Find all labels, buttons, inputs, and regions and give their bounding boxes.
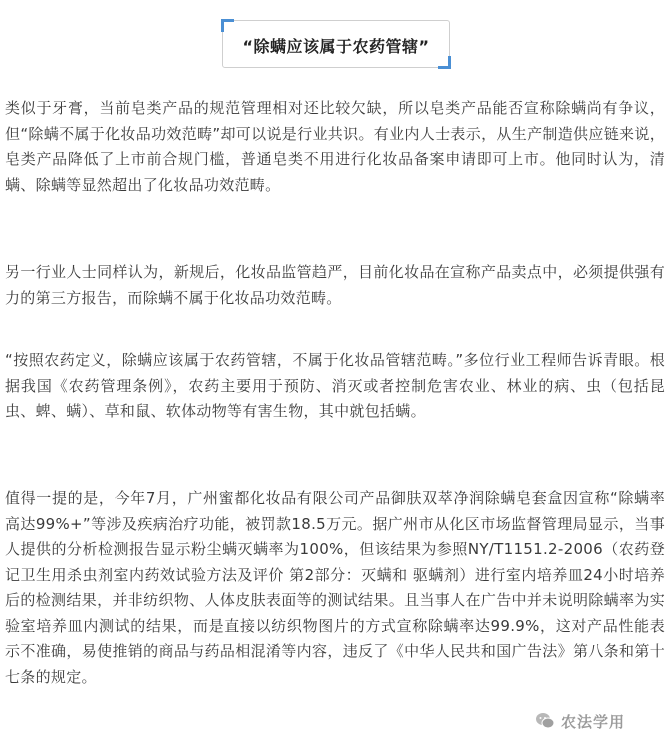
watermark [535, 709, 625, 733]
article-paragraph-3: “按照农药定义，除螨应该属于农药管辖，不属于化妆品管辖范畴。”多位行业工程师告诉青眼。根据我国《农药管理条例》，农药主要用于预防、消灭或者控制危害农业、林业的病、虫（包括昆虫、蜱、螨）、草和鼠、软体动物等有害生物，其中就包括螨。 [5, 351, 665, 420]
article-paragraph-1: 类似于牙膏，当前皂类产品的规范管理相对还比较欠缺，所以皂类产品能否宣称除螨尚有争议，但“除螨不属于化妆品功效范畴”却可以说是行业共识。有业内人士表示，从生产制造供应链来说，皂类产品降低了上市前合规门槛，普通皂类不用进行化妆品备案申请即可上市。他同时认为，清螨、除螨等显然超出了化妆品功效范畴。 [5, 99, 665, 194]
watermark-text: 农法学用 [561, 712, 626, 731]
heading-corner-bottom-right [438, 56, 451, 69]
section-heading-box [222, 20, 450, 68]
section-heading-title: “除螨应该属于农药管辖” [242, 37, 430, 56]
article-paragraph-4: 值得一提的是，今年7月，广州蜜都化妆品有限公司产品御肤双萃净润除螨皂套盒因宣称“除螨率高达99%+”等涉及疾病治疗功能，被罚款18.5万元。据广州市从化区市场监督管理局显示，当事人提供的分析检测报告显示粉尘螨灭螨率为100%，但该结果为参照NY/T1151.2-2006（农药登记卫生用杀虫剂室内药效试验方法及评价 第2部分：灭螨和 驱螨剂）进行室内培养皿24小时培养后的检测结果，并非纺织物、人体皮肤表面等的测试结果。且当事人在广告中并未说明除螨率为实验室培养皿内测试的结果，而是直接以纺织物图片的方式宣称除螨率达99.9%，这对产品性能表示不准确，易使推销的商品与药品相混淆等内容，违反了《中华人民共和国广告法》第八条和第十七条的规定。 [5, 489, 665, 686]
article-paragraph-2: 另一行业人士同样认为，新规后，化妆品监管趋严，目前化妆品在宣称产品卖点中，必须提供强有力的第三方报告，而除螨不属于化妆品功效范畴。 [5, 263, 665, 307]
wechat-icon [535, 711, 555, 731]
heading-corner-top-left [221, 19, 234, 32]
